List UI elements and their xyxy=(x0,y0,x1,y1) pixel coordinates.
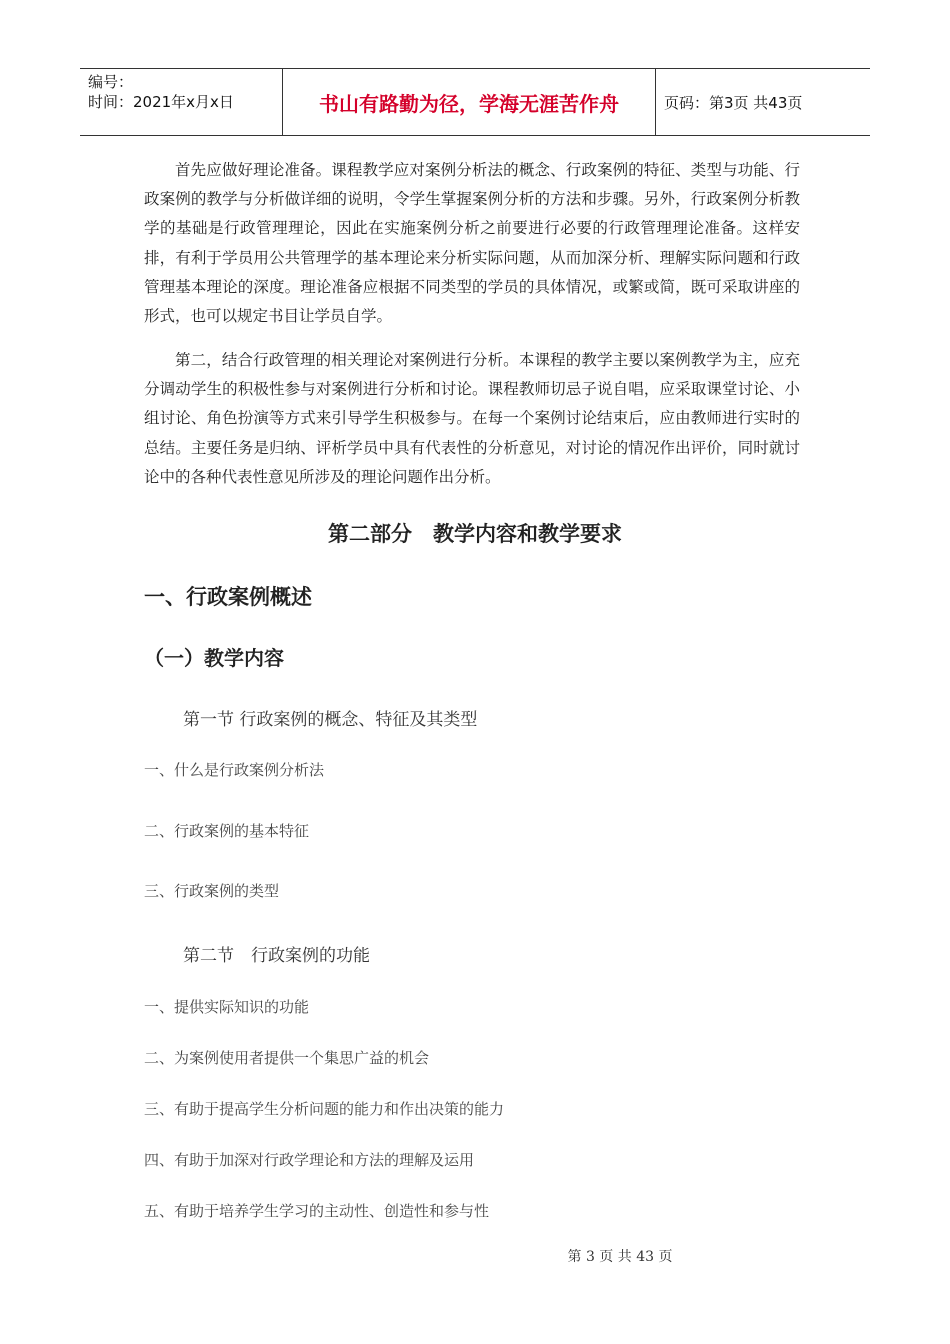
chapter-heading: 一、行政案例概述 xyxy=(144,585,312,609)
list-item: 一、提供实际知识的功能 xyxy=(144,998,310,1016)
header-meta xyxy=(80,69,282,135)
list-item: 二、为案例使用者提供一个集思广益的机会 xyxy=(144,1049,430,1067)
list-item: 二、行政案例的基本特征 xyxy=(144,822,310,840)
document-number-label: 编号： xyxy=(88,73,134,91)
list-item: 四、有助于加深对行政学理论和方法的理解及运用 xyxy=(144,1151,475,1169)
header-motto: 书山有路勤为径，学海无涯苦作舟 xyxy=(282,69,656,135)
list-item: 三、有助于提高学生分析问题的能力和作出决策的能力 xyxy=(144,1100,505,1118)
part-title: 第二部分 教学内容和教学要求 xyxy=(328,522,622,546)
header-page-info: 页码：第3页 共43页 xyxy=(664,93,803,112)
paragraph-case-analysis: 第二，结合行政管理的相关理论对案例进行分析。本课程的教学主要以案例教学为主，应充分调动学生的积极性参与对案例进行分析和讨论。课程教师切忌子说自唱，应采取课堂讨论、小组讨论、角色扮演等方式来引导学生积极参与。在每一个案例讨论结束后，应由教师进行实时的总结。主要任务是归纳、评析学员中具有代表性的分析意见，对讨论的情况作出评价，同时就讨论中的各种代表性意见所涉及的理论问题作出分析。 xyxy=(144,351,800,486)
section-title-1: 第一节 行政案例的概念、特征及其类型 xyxy=(183,710,478,730)
document-date: 时间：2021年x月x日 xyxy=(88,93,234,111)
list-item: 三、行政案例的类型 xyxy=(144,882,280,900)
paragraph-theory-preparation: 首先应做好理论准备。课程教学应对案例分析法的概念、行政案例的特征、类型与功能、行政案例的教学与分析做详细的说明，令学生掌握案例分析的方法和步骤。另外，行政案例分析教学的基础是行政管理理论，因此在实施案例分析之前要进行必要的行政管理理论准备。这样安排，有利于学员用公共管理学的基本理论来分析实际问题，从而加深分析、理解实际问题和行政管理基本理论的深度。理论准备应根据不同类型的学员的具体情况，或繁或简，既可采取讲座的形式，也可以规定书目让学员自学。 xyxy=(144,161,800,326)
page-footer: 第 3 页 共 43 页 xyxy=(567,1249,673,1265)
list-item: 五、有助于培养学生学习的主动性、创造性和参与性 xyxy=(144,1202,490,1220)
subsection-heading: （一）教学内容 xyxy=(144,646,284,670)
page-header xyxy=(80,68,870,136)
list-item: 一、什么是行政案例分析法 xyxy=(144,761,325,779)
section-title-2: 第二节 行政案例的功能 xyxy=(183,946,370,966)
